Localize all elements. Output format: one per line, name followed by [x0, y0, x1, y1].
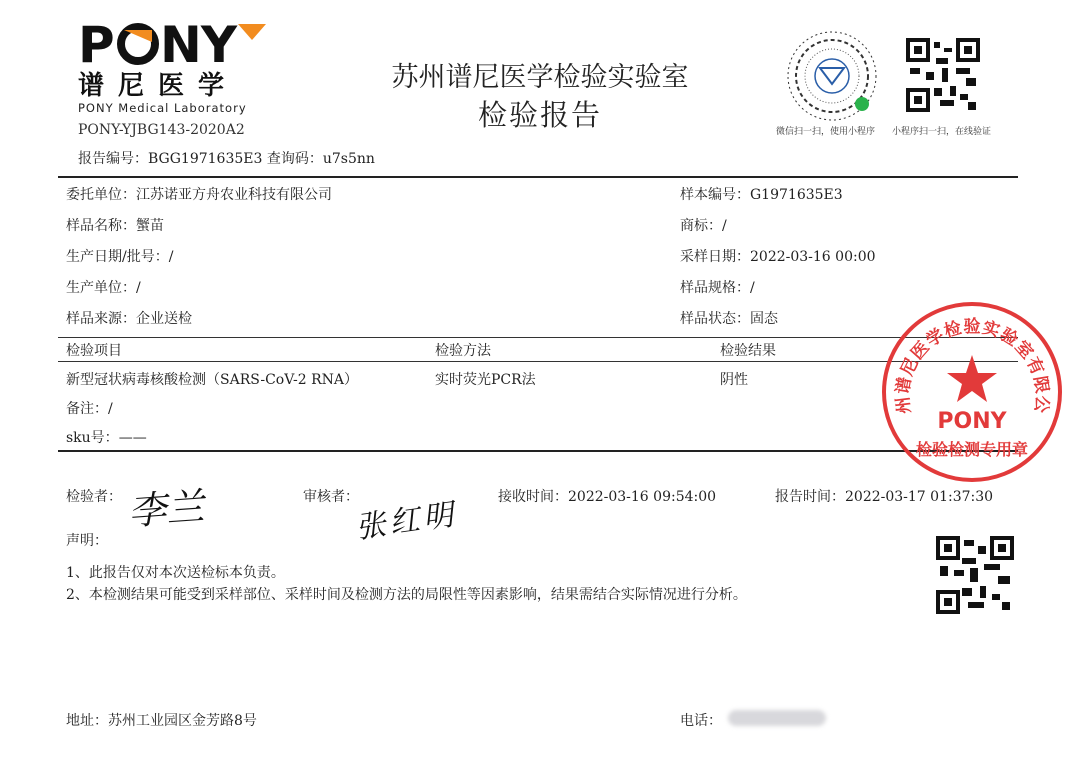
inspector-label: 检验者：	[66, 489, 122, 505]
spec-value: /	[750, 280, 755, 296]
received-time	[498, 486, 716, 506]
sample-name-row	[66, 215, 164, 235]
state-label: 样品状态：	[680, 311, 750, 327]
reported-label: 报告时间：	[775, 489, 845, 505]
report-number	[78, 148, 375, 168]
qr1-caption: 微信扫一扫，使用小程序	[776, 127, 876, 137]
result-method: 实时荧光PCR法	[435, 372, 536, 388]
results-top-divider	[58, 337, 1018, 338]
address-value: 苏州工业园区金芳路8号	[108, 713, 257, 729]
sampling-date-row	[680, 246, 876, 266]
seal-center-text: PONY	[937, 409, 1007, 434]
query-code-value: u7s5nn	[322, 151, 375, 167]
logo-wordmark	[78, 18, 268, 79]
results-header-divider	[58, 361, 1018, 362]
col-header-result: 检验结果	[720, 343, 776, 359]
client-row	[66, 184, 332, 204]
received-value: 2022-03-16 09:54:00	[568, 489, 717, 505]
svg-text:苏州谱尼医学检验实验室有限公司	[880, 300, 1052, 415]
prod-date-value: /	[168, 249, 174, 265]
results-bottom-divider	[58, 450, 1018, 452]
received-label: 接收时间：	[498, 489, 568, 505]
producer-row	[66, 277, 141, 297]
source-value: 企业送检	[136, 311, 192, 327]
brand-row	[680, 215, 727, 235]
qr-code-icon	[906, 38, 980, 112]
report-title: 检验报告	[477, 98, 602, 132]
seal-ring-text: 州谱尼医学检验实验室有限公	[892, 317, 1053, 415]
logo-english: PONY Medical Laboratory	[78, 101, 247, 115]
remark-value: /	[108, 401, 113, 417]
inspector-signature: 李兰	[126, 484, 206, 534]
sample-no-value: G1971635E3	[750, 187, 843, 203]
reviewer-label: 审核者：	[303, 489, 359, 505]
report-no-label: 报告编号：	[78, 151, 148, 167]
brand-label: 商标：	[680, 218, 722, 234]
state-value: 固态	[750, 311, 778, 327]
qr-code-icon	[936, 536, 1014, 614]
sample-name-value: 蟹苗	[136, 218, 164, 234]
producer-label: 生产单位：	[66, 280, 136, 296]
logo-chinese: 谱尼医学	[78, 71, 239, 101]
statement-line-2: 2、本检测结果可能受到采样部位、采样时间及检测方法的局限性等因素影响，结果需结合实际情况进行分析。	[66, 587, 747, 603]
brand-value: /	[722, 218, 727, 234]
phone-redacted	[728, 710, 826, 726]
official-seal	[880, 300, 1065, 485]
producer-value: /	[136, 280, 141, 296]
svg-text:P: P	[78, 18, 114, 70]
report-time	[775, 486, 993, 506]
qr2-caption: 小程序扫一扫，在线验证	[892, 127, 992, 137]
sku-label: sku号：	[66, 430, 119, 446]
reported-value: 2022-03-17 01:37:30	[845, 489, 994, 505]
result-value: 阴性	[720, 372, 748, 388]
sampling-date-label: 采样日期：	[680, 249, 750, 265]
client-label: 委托单位：	[66, 187, 136, 203]
pony-logo-icon	[78, 18, 268, 70]
mini-program-qr-icon	[782, 28, 882, 124]
address-label: 地址：	[66, 713, 108, 729]
sku-row	[66, 427, 147, 447]
mini-program-code[interactable]	[782, 28, 882, 124]
result-item: 新型冠状病毒核酸检测（SARS-CoV-2 RNA）	[66, 372, 359, 388]
sample-no-row	[680, 184, 843, 204]
spec-label: 样品规格：	[680, 280, 750, 296]
query-code-label: 查询码：	[266, 151, 323, 167]
lab-name: 苏州谱尼医学检验实验室	[391, 62, 689, 93]
spec-row	[680, 277, 755, 297]
reviewer-signature: 张红明	[353, 497, 460, 546]
sku-value: ——	[118, 430, 147, 446]
source-label: 样品来源：	[66, 311, 136, 327]
state-row	[680, 308, 778, 328]
report-no-value: BGG1971635E3	[148, 151, 263, 167]
document-code: PONY-YJBG143-2020A2	[78, 122, 245, 138]
address-row	[66, 710, 257, 730]
client-value: 江苏诺亚方舟农业科技有限公司	[136, 187, 332, 203]
statement-line-1: 1、此报告仅对本次送检标本负责。	[66, 565, 285, 581]
col-header-method: 检验方法	[435, 343, 491, 359]
phone-label: 电话：	[680, 713, 722, 729]
sampling-date-value: 2022-03-16 00:00	[750, 249, 876, 265]
remark-label: 备注：	[66, 401, 108, 417]
qr-code-footer[interactable]	[936, 536, 1014, 614]
seal-bottom-text: 检验检测专用章	[915, 440, 1029, 459]
sample-name-label: 样品名称：	[66, 218, 136, 234]
col-header-item: 检验项目	[66, 343, 122, 359]
prod-date-label: 生产日期/批号：	[66, 249, 169, 265]
source-row	[66, 308, 192, 328]
svg-text:NY: NY	[160, 18, 237, 70]
remark-row	[66, 398, 113, 418]
qr-code-header[interactable]	[906, 38, 980, 112]
header-divider	[58, 176, 1018, 178]
prod-date-row	[66, 246, 173, 266]
sample-no-label: 样本编号：	[680, 187, 750, 203]
seal-icon	[880, 300, 1065, 485]
statement-title: 声明：	[66, 533, 108, 549]
